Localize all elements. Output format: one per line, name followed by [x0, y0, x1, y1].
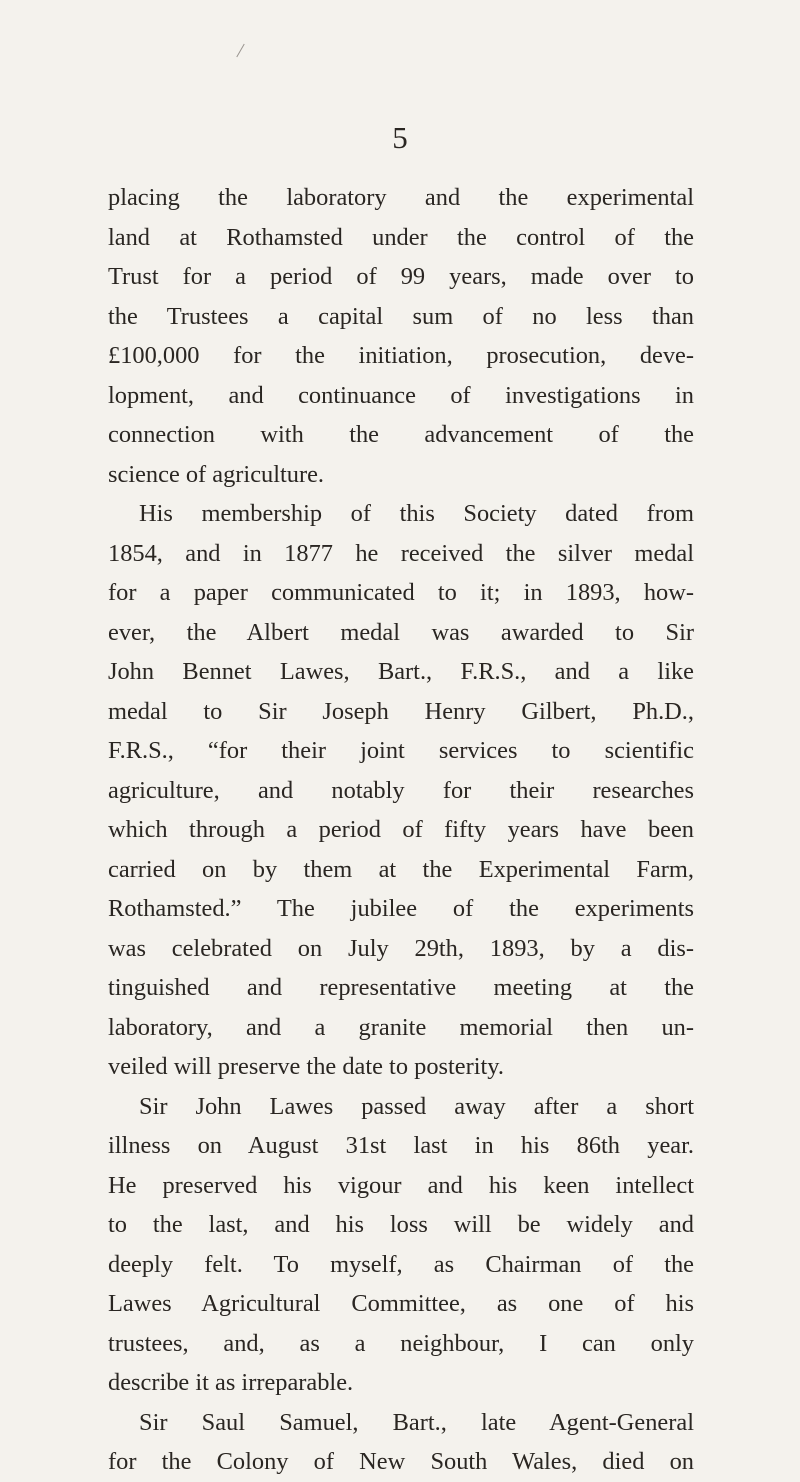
text-line: agriculture, and notably for their researches — [108, 776, 694, 804]
text-line: carried on by them at the Experimental Farm, — [108, 855, 694, 883]
text-line: F.R.S., “for their joint services to scientific — [108, 737, 694, 764]
text-line: placing the laboratory and the experimental — [108, 184, 694, 211]
page-number: 5 — [392, 120, 408, 155]
text-line: Lawes Agricultural Committee, as one of his — [108, 1290, 694, 1317]
text-line: 1854, and in 1877 he received the silver medal — [108, 539, 694, 567]
body-text — [108, 178, 694, 1482]
text-line: land at Rothamsted under the control of the — [108, 223, 694, 251]
text-line: Trust for a period of 99 years, made over to — [108, 263, 694, 290]
text-line: connection with the advancement of the — [108, 421, 694, 448]
text-line: medal to Sir Joseph Henry Gilbert, Ph.D., — [108, 697, 694, 725]
text-line: laboratory, and a granite memorial then un- — [108, 1013, 694, 1041]
stray-mark — [236, 44, 244, 57]
text-line: illness on August 31st last in his 86th year. — [108, 1132, 694, 1159]
text-line: Rothamsted.” The jubilee of the experiments — [108, 895, 694, 922]
text-line: deeply felt. To myself, as Chairman of the — [108, 1250, 694, 1278]
text-line: John Bennet Lawes, Bart., F.R.S., and a like — [108, 658, 694, 685]
text-line: veiled will preserve the date to posterity. — [108, 1053, 504, 1080]
text-line: describe it as irreparable. — [108, 1369, 354, 1396]
text-line: trustees, and, as a neighbour, I can only — [108, 1329, 694, 1357]
text-line: tinguished and representative meeting at the — [108, 974, 694, 1001]
text-line: was celebrated on July 29th, 1893, by a dis- — [108, 934, 694, 962]
text-line: He preserved his vigour and his keen intellect — [108, 1171, 694, 1199]
text-line: Sir John Lawes passed away after a short — [139, 1092, 694, 1120]
text-line: for a paper communicated to it; in 1893, how- — [108, 579, 694, 606]
text-line: lopment, and continuance of investigations in — [108, 381, 694, 409]
text-line: £100,000 for the initiation, prosecution, deve- — [108, 342, 694, 369]
text-line: His membership of this Society dated from — [139, 500, 694, 527]
text-line: which through a period of fifty years have been — [108, 816, 694, 843]
text-line: the Trustees a capital sum of no less than — [108, 302, 694, 330]
text-line: to the last, and his loss will be widely and — [108, 1211, 694, 1238]
text-line: Sir Saul Samuel, Bart., late Agent-General — [139, 1408, 694, 1436]
text-line: ever, the Albert medal was awarded to Sir — [108, 618, 694, 646]
text-line: science of agriculture. — [108, 460, 325, 488]
text-line: for the Colony of New South Wales, died on — [108, 1448, 694, 1475]
